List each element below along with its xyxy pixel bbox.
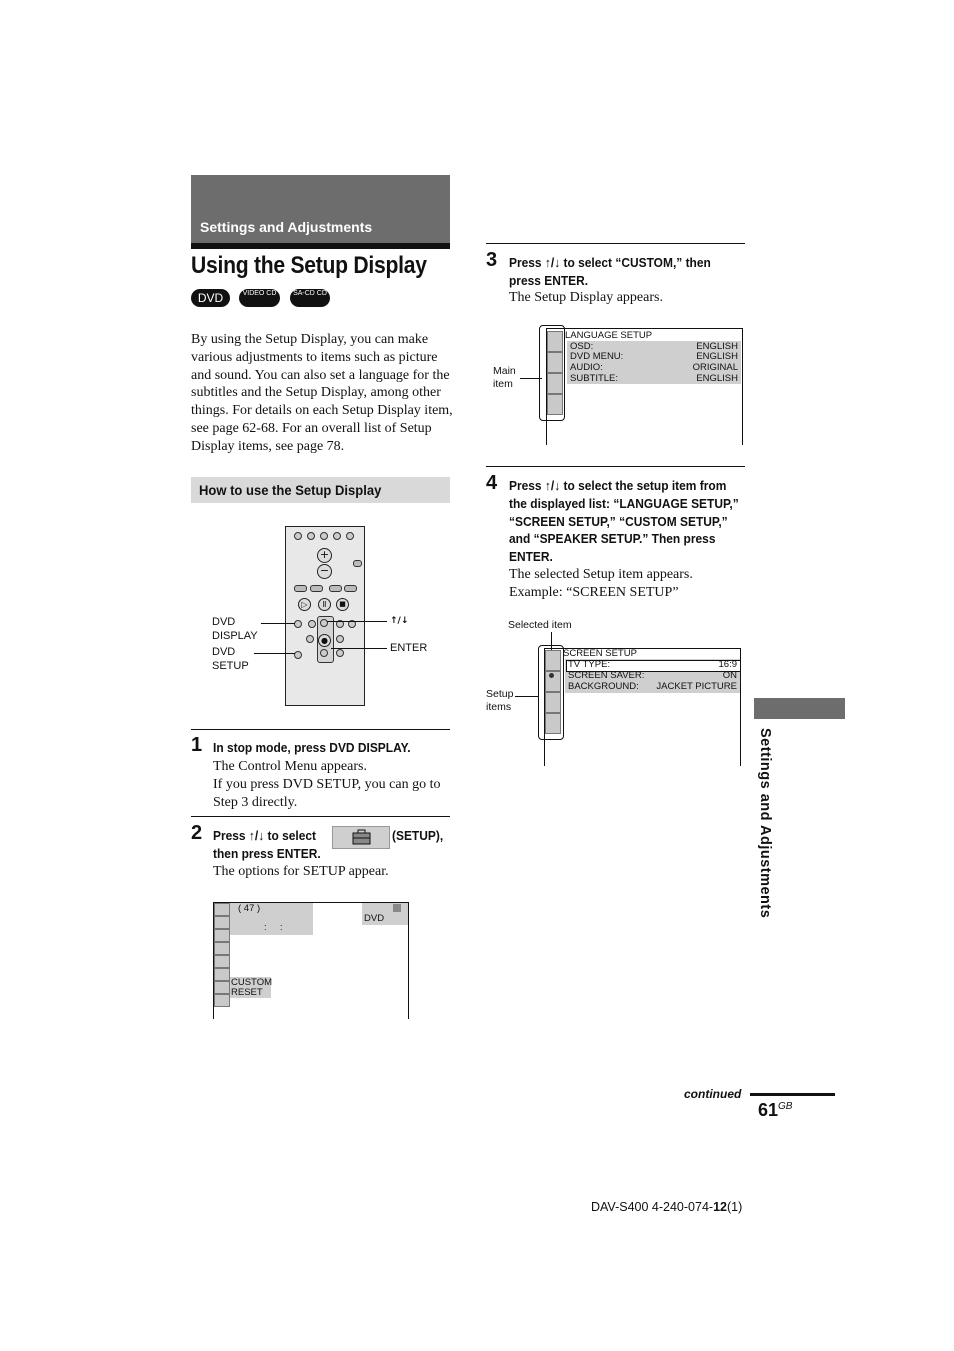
- osd-row-key: DVD MENU:: [570, 351, 624, 362]
- step-heading: (SETUP),: [392, 828, 444, 843]
- osd-row-value: ENGLISH: [696, 373, 738, 384]
- step-heading: Press ↑/↓ to select: [213, 828, 317, 843]
- step-body: The Setup Display appears.: [509, 290, 663, 305]
- osd-icon-cell: [545, 713, 561, 734]
- osd-row-key: OSD:: [570, 341, 594, 352]
- section-band: [191, 175, 450, 243]
- step-heading: then press ENTER.: [213, 846, 321, 861]
- volume-minus-icon: −: [317, 564, 332, 579]
- step-number: 3: [486, 249, 498, 271]
- page-title: Using the Setup Display: [191, 252, 427, 279]
- remote-button: [310, 585, 323, 592]
- osd-option-custom: CUSTOM: [231, 977, 272, 988]
- osd-row-key: TV TYPE:: [568, 659, 611, 670]
- remote-button: [336, 649, 344, 657]
- osd-track: ( 47 ): [238, 903, 261, 914]
- footer-code: [591, 1200, 742, 1214]
- remote-button: [306, 635, 314, 643]
- label-main-item: Main item: [493, 365, 516, 390]
- osd-icon-cell: [547, 394, 563, 415]
- intro-paragraph: By using the Setup Display, you can make various adjustments to items such as picture and sound. You can also set a language for the subtitles and the Setup Display, among other things. For details on each Setup Display item, see page 62-68. For an overall list of Setup Display items, see page 78.: [191, 332, 453, 454]
- callout-line: [254, 653, 295, 654]
- osd-row-value: ENGLISH: [696, 351, 738, 362]
- step-rule: [191, 729, 450, 730]
- label-selected-item: Selected item: [508, 619, 572, 631]
- badge-sa-cd: SA-CD CD: [290, 289, 330, 307]
- section-rule: [191, 243, 450, 249]
- osd-border: [546, 328, 743, 329]
- step-heading: Press ↑/↓ to select the setup item from the displayed list: “LANGUAGE SETUP,” “SCREEN SETUP,” “CUSTOM SETUP,” and “SPEAKER SETUP.” Then press ENTER.: [509, 478, 739, 565]
- step-heading: Press ↑/↓ to select “CUSTOM,” then press ENTER.: [509, 255, 711, 288]
- callout-dvd-setup: DVD SETUP: [212, 646, 249, 672]
- remote-button: [308, 620, 316, 628]
- enter-button: ●: [318, 634, 331, 647]
- step-number: 2: [191, 822, 203, 844]
- osd-icon-cell: [214, 942, 230, 955]
- step-body: [213, 758, 453, 811]
- step-body-line: If you press DVD SETUP, you can go to Step 3 directly.: [213, 776, 441, 810]
- osd-disc: DVD: [364, 913, 385, 924]
- osd-icon-cell: [214, 955, 230, 968]
- callout-line: [261, 623, 295, 624]
- step-rule: [191, 816, 450, 817]
- remote-button: [333, 532, 341, 540]
- step-body-line: The Control Menu appears.: [213, 759, 367, 774]
- remote-button: [294, 532, 302, 540]
- selection-dot: [549, 673, 554, 678]
- remote-button: [336, 635, 344, 643]
- continued-label: continued: [684, 1087, 742, 1101]
- footer-bold: 12: [713, 1200, 727, 1214]
- badge-video-cd: VIDEO CD: [239, 289, 280, 307]
- osd-option-reset: RESET: [231, 987, 263, 998]
- osd-border: [408, 902, 409, 1019]
- side-section-label: Settings and Adjustments: [757, 728, 773, 919]
- step-rule: [486, 466, 745, 467]
- osd-icon-cell: [214, 994, 230, 1007]
- step-body: The options for SETUP appear.: [213, 864, 389, 879]
- step-body-line: The selected Setup item appears.: [509, 567, 693, 582]
- remote-button: [320, 532, 328, 540]
- step-body: [509, 566, 749, 602]
- osd-time: : :: [264, 922, 283, 933]
- osd-border: [742, 328, 743, 445]
- osd-row-key: SCREEN SAVER:: [568, 670, 645, 681]
- osd-icon-cell: [547, 373, 563, 394]
- page-suffix: GB: [778, 1101, 793, 1112]
- footer-model: DAV-S400 4-240-074-: [591, 1200, 714, 1214]
- remote-button: [307, 532, 315, 540]
- pause-icon: Ⅱ: [318, 598, 331, 611]
- osd-icon-cell: [545, 692, 561, 713]
- callout-arrows: ↑/↓: [390, 616, 409, 626]
- badge-dvd: DVD: [191, 289, 230, 307]
- osd-icon-cell: [547, 331, 563, 352]
- section-label: Settings and Adjustments: [200, 219, 373, 235]
- osd-row-value: ORIGINAL: [692, 362, 738, 373]
- osd-row-key: BACKGROUND:: [568, 681, 639, 692]
- osd-icon-cell: [214, 903, 230, 916]
- osd-row-key: SUBTITLE:: [570, 373, 619, 384]
- osd-icon-cell: [547, 352, 563, 373]
- remote-switch: [353, 560, 362, 567]
- callout-line: [327, 621, 387, 622]
- callout-line: [515, 696, 539, 697]
- side-tab: [754, 698, 845, 719]
- osd-icon-cell: [214, 968, 230, 981]
- remote-button: [344, 585, 357, 592]
- page-number-value: 61: [758, 1100, 779, 1120]
- osd-language-title: LANGUAGE SETUP: [565, 330, 653, 341]
- callout-dvd-display: DVD DISPLAY: [212, 616, 258, 642]
- osd-screen-title: SCREEN SETUP: [563, 648, 637, 659]
- osd-icon-cell: [214, 929, 230, 942]
- osd-row-key: AUDIO:: [570, 362, 603, 373]
- subheading: How to use the Setup Display: [199, 482, 382, 498]
- osd-row-value: ON: [722, 670, 737, 681]
- remote-button: [329, 585, 342, 592]
- down-arrow-icon: [320, 649, 328, 657]
- osd-row-value: 16:9: [718, 659, 737, 670]
- label-setup-items: Setup items: [486, 688, 514, 713]
- osd-icon-cell: [545, 650, 561, 671]
- remote-button: [346, 532, 354, 540]
- step-body-line: Example: “SCREEN SETUP”: [509, 584, 679, 600]
- remote-button: [294, 585, 307, 592]
- subheading-band: [191, 477, 450, 503]
- step-rule: [486, 243, 745, 244]
- osd-icon-cell: [214, 916, 230, 929]
- footer-rev: (1): [726, 1200, 743, 1214]
- stop-icon: ■: [336, 598, 349, 611]
- osd-row-value: JACKET PICTURE: [656, 681, 737, 692]
- step-number: 1: [191, 734, 203, 756]
- remote-control-illustration: [285, 526, 365, 706]
- osd-icon-cell: [214, 981, 230, 994]
- play-icon: ▷: [298, 598, 311, 611]
- callout-enter: ENTER: [390, 642, 428, 654]
- callout-line: [331, 648, 387, 649]
- step-heading: In stop mode, press DVD DISPLAY.: [213, 740, 411, 755]
- continued-rule: [750, 1093, 835, 1096]
- page-number: [758, 1100, 792, 1121]
- volume-plus-icon: +: [317, 548, 332, 563]
- osd-indicator: [393, 904, 401, 912]
- dvd-setup-button: [294, 651, 302, 659]
- dvd-display-button: [294, 620, 302, 628]
- osd-row-value: ENGLISH: [696, 341, 738, 352]
- step-number: 4: [486, 472, 498, 494]
